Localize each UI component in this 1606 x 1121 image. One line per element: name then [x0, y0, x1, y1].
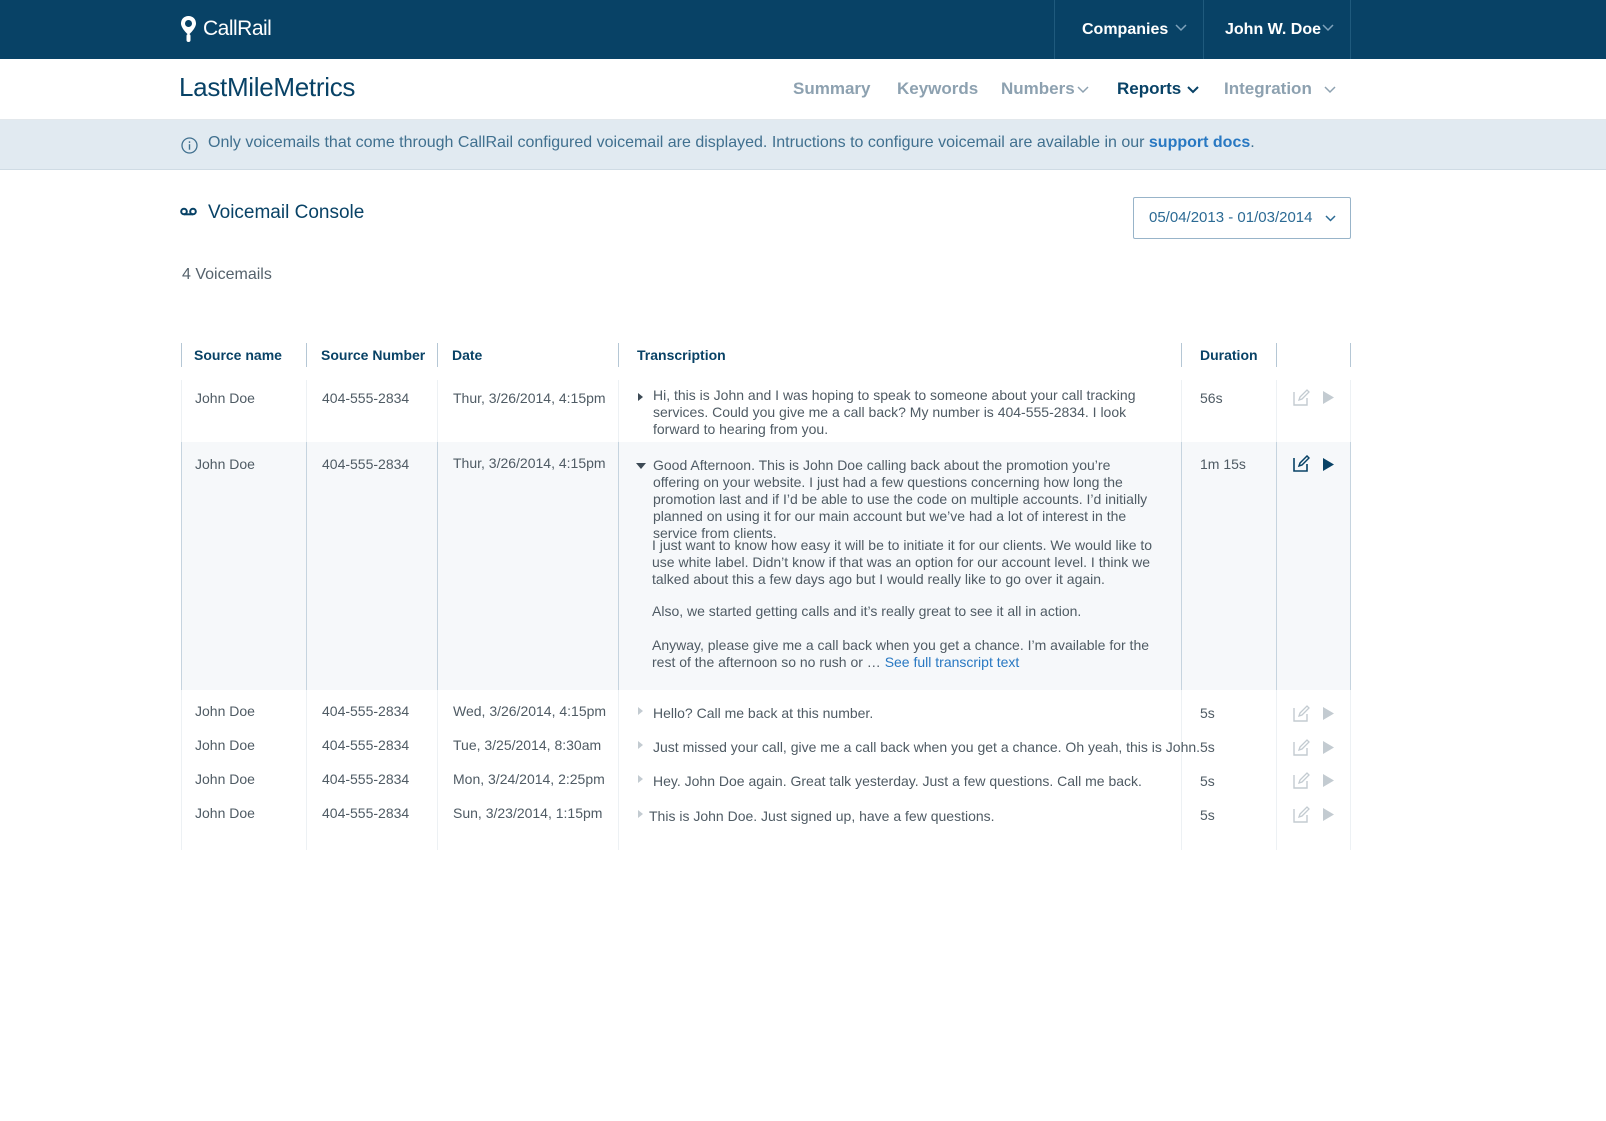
- voicemail-icon: [180, 207, 197, 216]
- header-transcription[interactable]: Transcription: [637, 347, 726, 363]
- source-number: 404-555-2834: [322, 737, 410, 753]
- transcription-paragraph-text: Anyway, please give me a call back when you get a chance. I’m available for the rest of the afternoon so no rush or …: [652, 637, 1150, 670]
- expanded-row-border: [1276, 442, 1277, 690]
- edit-icon[interactable]: [1293, 455, 1310, 472]
- header-date[interactable]: Date: [452, 347, 483, 363]
- expanded-row-border: [618, 442, 619, 690]
- header-source-name[interactable]: Source name: [194, 347, 282, 363]
- chevron-down-icon: [1325, 215, 1336, 222]
- expand-caret-icon[interactable]: [638, 741, 643, 749]
- chevron-down-icon[interactable]: [1324, 86, 1336, 94]
- column-divider: [1181, 343, 1182, 367]
- console-title: Voicemail Console: [208, 202, 365, 223]
- duration: 1m 15s: [1200, 456, 1246, 472]
- column-divider: [181, 380, 182, 442]
- transcription-paragraph: [652, 637, 1157, 671]
- edit-icon[interactable]: [1293, 389, 1310, 406]
- nav-keywords[interactable]: Keywords: [897, 79, 979, 98]
- transcription-paragraph: I just want to know how easy it will be to initiate it for our clients. We would like to use white label. Didn’t know if that was an option for our account level. I think we talked about this a few days ago but I would really like to go over it again.: [652, 537, 1153, 587]
- play-icon[interactable]: [1322, 390, 1335, 405]
- source-number: 404-555-2834: [322, 703, 410, 719]
- column-divider: [181, 690, 182, 850]
- expanded-row-border: [181, 442, 182, 690]
- transcription-text: Just missed your call, give me a call back when you get a chance. Oh yeah, this is John.: [653, 739, 1201, 755]
- source-number: 404-555-2834: [322, 390, 410, 406]
- duration: 5s: [1200, 705, 1215, 721]
- expanded-row-border: [1181, 442, 1182, 690]
- transcription-text: Hey. John Doe again. Great talk yesterday. Just a few questions. Call me back.: [653, 773, 1142, 789]
- play-icon[interactable]: [1322, 773, 1335, 788]
- call-date: Mon, 3/24/2014, 2:25pm: [453, 771, 605, 787]
- date-range-picker[interactable]: [1133, 197, 1351, 239]
- chevron-down-icon: [1322, 24, 1334, 32]
- expand-caret-icon[interactable]: [638, 810, 643, 818]
- date-range-value: 05/04/2013 - 01/03/2014: [1149, 209, 1313, 226]
- edit-icon[interactable]: [1293, 772, 1310, 789]
- nav-integration[interactable]: Integration: [1224, 79, 1312, 98]
- play-icon[interactable]: [1322, 807, 1335, 822]
- nav-reports[interactable]: Reports: [1117, 79, 1182, 98]
- banner-suffix: .: [1250, 134, 1255, 151]
- column-divider: [437, 343, 438, 367]
- source-name: John Doe: [195, 771, 255, 787]
- nav-numbers[interactable]: Numbers: [1001, 79, 1075, 98]
- logo-text: CallRail: [203, 17, 272, 40]
- column-divider: [1350, 343, 1351, 367]
- column-divider: [1276, 343, 1277, 367]
- duration: 5s: [1200, 739, 1215, 755]
- banner-text: Only voicemails that come through CallRail configured voicemail are displayed. Intructions to configure voicemail are available in our: [208, 134, 1149, 151]
- chevron-down-icon[interactable]: [1077, 86, 1089, 94]
- call-date: Thur, 3/26/2014, 4:15pm: [453, 455, 606, 471]
- expand-caret-icon[interactable]: [638, 775, 643, 783]
- callrail-logo[interactable]: [180, 14, 271, 44]
- companies-menu[interactable]: [1054, 0, 1203, 59]
- duration: 5s: [1200, 807, 1215, 823]
- column-divider: [618, 343, 619, 367]
- play-icon[interactable]: [1322, 740, 1335, 755]
- top-bar: [0, 0, 1606, 59]
- source-number: 404-555-2834: [322, 456, 410, 472]
- call-date: Thur, 3/26/2014, 4:15pm: [453, 390, 606, 406]
- chevron-down-icon[interactable]: [1187, 86, 1199, 94]
- info-banner: [0, 120, 1606, 170]
- expanded-row-border: [1350, 442, 1351, 690]
- duration: 5s: [1200, 773, 1215, 789]
- banner-message: [208, 134, 1255, 152]
- user-menu[interactable]: [1203, 0, 1351, 59]
- source-name: John Doe: [195, 390, 255, 406]
- nav-summary[interactable]: Summary: [793, 79, 871, 98]
- call-date: Wed, 3/26/2014, 4:15pm: [453, 703, 607, 719]
- edit-icon[interactable]: [1293, 806, 1310, 823]
- play-icon[interactable]: [1322, 706, 1335, 721]
- see-full-transcript-link[interactable]: See full transcript text: [884, 654, 1020, 670]
- source-name: John Doe: [195, 805, 255, 821]
- location-pin-icon: [180, 15, 197, 43]
- companies-label: Companies: [1082, 20, 1169, 38]
- expanded-row-border: [306, 442, 307, 690]
- transcription-text: This is John Doe. Just signed up, have a few questions.: [649, 808, 995, 824]
- collapse-caret-icon[interactable]: [636, 463, 646, 469]
- edit-icon[interactable]: [1293, 739, 1310, 756]
- transcription-paragraph: Also, we started getting calls and it’s really great to see it all in action.: [652, 603, 1082, 619]
- play-icon[interactable]: [1322, 457, 1335, 472]
- source-name: John Doe: [195, 737, 255, 753]
- voicemail-count: 4 Voicemails: [182, 266, 272, 283]
- source-number: 404-555-2834: [322, 805, 410, 821]
- edit-icon[interactable]: [1293, 705, 1310, 722]
- company-name[interactable]: LastMileMetrics: [179, 72, 356, 102]
- call-date: Sun, 3/23/2014, 1:15pm: [453, 805, 603, 821]
- call-date: Tue, 3/25/2014, 8:30am: [453, 737, 602, 753]
- header-source-number[interactable]: Source Number: [321, 347, 426, 363]
- expand-caret-icon[interactable]: [638, 707, 643, 715]
- user-label: John W. Doe: [1225, 20, 1321, 38]
- source-name: John Doe: [195, 703, 255, 719]
- header-duration[interactable]: Duration: [1200, 347, 1258, 363]
- column-divider: [181, 343, 182, 367]
- duration: 56s: [1200, 390, 1223, 406]
- expand-caret-icon[interactable]: [638, 393, 643, 401]
- column-divider: [306, 343, 307, 367]
- transcription-text: Hi, this is John and I was hoping to speak to someone about your call tracking services. Could you give me a call back? My number is 404-555-2834. I look forward to hearing from you.: [653, 387, 1136, 437]
- transcription-text: Good Afternoon. This is John Doe calling back about the promotion you’re offering on your website. I just had a few questions concerning how long the promotion last and if I’d be able to use the code on multiple accounts. I’d initially planned on using it for our main account but we’ve had a lot of interest in the service from clients.: [653, 457, 1148, 541]
- chevron-down-icon: [1175, 24, 1187, 32]
- expanded-row-border: [437, 442, 438, 690]
- source-name: John Doe: [195, 456, 255, 472]
- source-number: 404-555-2834: [322, 771, 410, 787]
- info-icon: [181, 137, 198, 154]
- transcription-text: Hello? Call me back at this number.: [653, 705, 874, 721]
- support-docs-link[interactable]: support docs: [1148, 134, 1251, 151]
- sub-navigation: [0, 59, 1606, 120]
